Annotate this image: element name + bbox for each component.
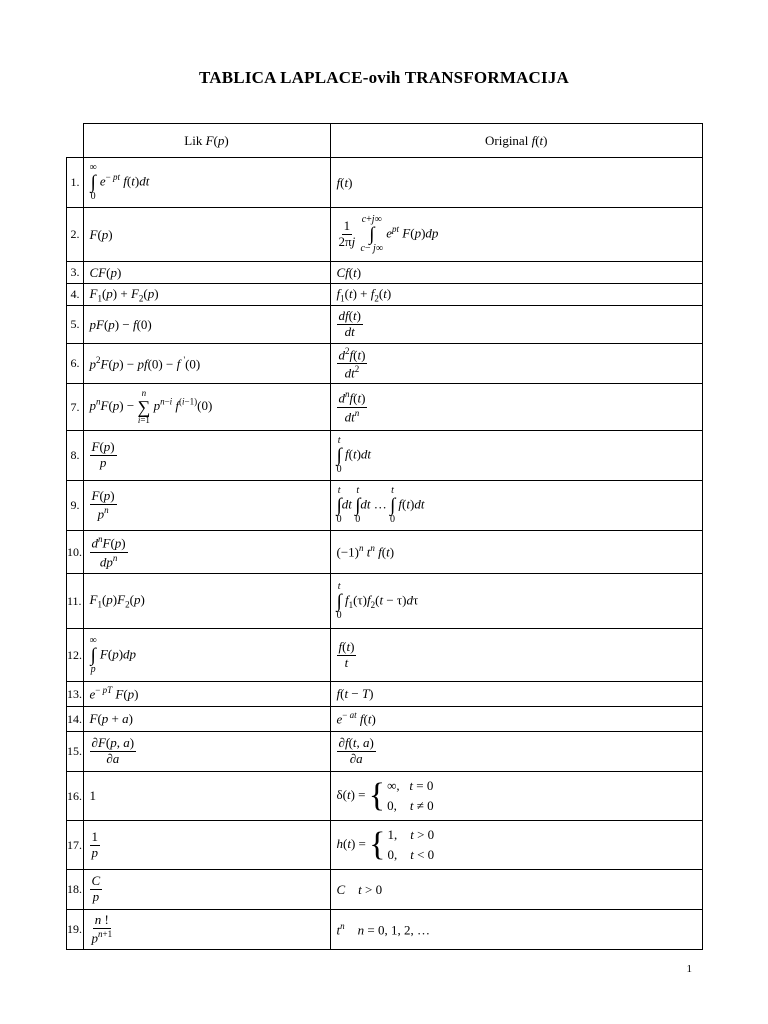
original-cell: f(t) <box>330 158 703 208</box>
lik-cell: $F_1(p) + F_2(p)$ <box>83 284 330 306</box>
row-number: 7. <box>67 384 84 431</box>
header-original: Original f(t) <box>330 124 703 158</box>
lik-cell: CF(p) <box>83 262 330 284</box>
row-number: 8. <box>67 431 84 481</box>
original-cell: $\frac{1}{2\pi j}$ c+j∞ ∫ c− j∞ $e^{pt}$ F(p)dp <box>330 208 703 262</box>
row-number: 6. <box>67 344 84 384</box>
original-cell: Cf(t) <box>330 262 703 284</box>
row-number: 15. <box>67 732 84 772</box>
page-number: 1 <box>686 963 692 975</box>
table-row <box>67 732 703 772</box>
row-number: 19. <box>67 910 84 950</box>
table-row <box>67 772 703 821</box>
table-row <box>67 306 703 344</box>
original-cell: $\frac{f(t)}{t}$ <box>330 629 703 682</box>
lik-cell: $p^nF(p)$ − n ∑ i=1 $p^{n-i}$ $f^{(i-1)}(0)$ <box>83 384 330 431</box>
lik-cell: $e^{- pT}$ F(p) <box>83 682 330 707</box>
row-number: 10. <box>67 531 84 574</box>
row-number: 14. <box>67 707 84 732</box>
lik-cell: pF(p) − f(0) <box>83 306 330 344</box>
row-number: 5. <box>67 306 84 344</box>
header-blank-cell <box>67 124 84 158</box>
original-cell: $\frac{d^nf(t)}{dt^n}$ <box>330 384 703 431</box>
table-row <box>67 384 703 431</box>
table-row <box>67 821 703 870</box>
table-row <box>67 870 703 910</box>
original-cell: $\frac{\partial f(t, a)}{\partial a}$ <box>330 732 703 772</box>
lik-cell: $\frac{d^nF(p)}{dp^n}$ <box>83 531 330 574</box>
row-number: 11. <box>67 574 84 629</box>
original-cell: C t > 0 <box>330 870 703 910</box>
table-row <box>67 910 703 950</box>
table-row <box>67 574 703 629</box>
table-row <box>67 682 703 707</box>
original-cell: $t^n$ n = 0, 1, 2, … <box>330 910 703 950</box>
row-number: 3. <box>67 262 84 284</box>
table-header-row <box>67 124 703 158</box>
original-cell: f(t − T) <box>330 682 703 707</box>
lik-cell: $\frac{F(p)}{p}$ <box>83 431 330 481</box>
row-number: 18. <box>67 870 84 910</box>
table-row <box>67 707 703 732</box>
lik-cell: $F_1(p)F_2(p)$ <box>83 574 330 629</box>
row-number: 4. <box>67 284 84 306</box>
table-row <box>67 481 703 531</box>
original-cell: $\frac{df(t)}{dt}$ <box>330 306 703 344</box>
lik-cell: $\frac{F(p)}{p^n}$ <box>83 481 330 531</box>
original-cell: $(-1)^n$ $t^n$ f(t) <box>330 531 703 574</box>
original-cell: t ∫ 0 dt t ∫ 0 dt … t ∫ 0 f(t)dt <box>330 481 703 531</box>
original-cell: t ∫ 0 f(t)dt <box>330 431 703 481</box>
original-cell: $\frac{d^2f(t)}{dt^2}$ <box>330 344 703 384</box>
lik-cell: ∞ ∫ p F(p)dp <box>83 629 330 682</box>
row-number: 2. <box>67 208 84 262</box>
row-number: 12. <box>67 629 84 682</box>
lik-cell: $\frac{n !}{p^{n+1}}$ <box>83 910 330 950</box>
table-row <box>67 158 703 208</box>
header-lik: Lik F(p) <box>83 124 330 158</box>
original-cell: δ(t) = { ∞, t = 0 0, t ≠ 0 <box>330 772 703 821</box>
row-number: 17. <box>67 821 84 870</box>
lik-cell: $\frac{C}{p}$ <box>83 870 330 910</box>
row-number: 1. <box>67 158 84 208</box>
table-row <box>67 531 703 574</box>
original-cell: $e^{- at}$ f(t) <box>330 707 703 732</box>
table-row <box>67 629 703 682</box>
row-number: 9. <box>67 481 84 531</box>
lik-cell: F(p) <box>83 208 330 262</box>
original-cell: $f_1(t) + f_2(t)$ <box>330 284 703 306</box>
lik-cell: F(p + a) <box>83 707 330 732</box>
table-row <box>67 208 703 262</box>
original-cell: t ∫ 0 $f_1(\tau)f_2(t - \tau)d\tau$ <box>330 574 703 629</box>
original-cell: h(t) = { 1, t > 0 0, t < 0 <box>330 821 703 870</box>
table-row <box>67 431 703 481</box>
lik-cell: ∞ ∫ 0 $e^{- pt}$ f(t)dt <box>83 158 330 208</box>
table-row <box>67 262 703 284</box>
lik-cell: $p^2F(p) - pf(0) - f$ '(0) <box>83 344 330 384</box>
table-row <box>67 284 703 306</box>
lik-cell: 1 <box>83 772 330 821</box>
lik-cell: $\frac{\partial F(p, a)}{\partial a}$ <box>83 732 330 772</box>
lik-cell: $\frac{1}{p}$ <box>83 821 330 870</box>
table-row <box>67 344 703 384</box>
page-title: TABLICA LAPLACE-ovih TRANSFORMACIJA <box>198 68 570 87</box>
laplace-table <box>66 123 703 950</box>
row-number: 16. <box>67 772 84 821</box>
row-number: 13. <box>67 682 84 707</box>
